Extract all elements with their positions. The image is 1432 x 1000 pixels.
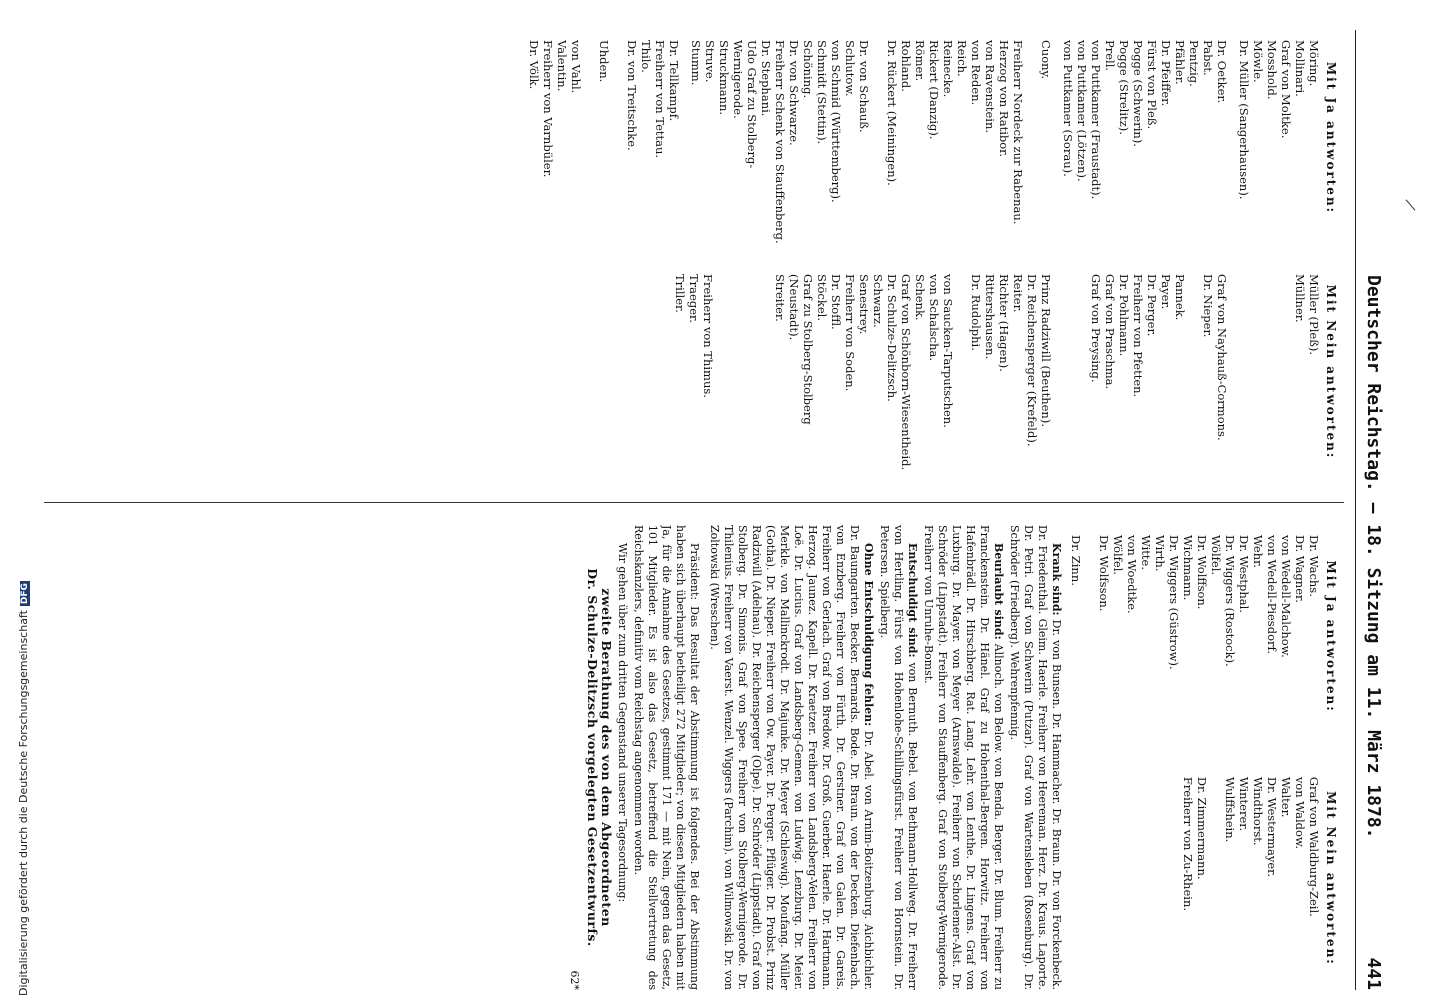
member-name xyxy=(955,274,969,480)
beurlaubt-text: Allnoch. von Below. von Benda. Berger. Dr. Blum. Freiherr zu Franckenstein. Dr. Hänel. Graf zu Hohenthal-Bergen. Horwitz. Freiherr von Hafenbrädl. Dr. Hirschberg. Rat. Lang. Lehr. von Lenthe. Dr. Lingens. Graf von Luxburg. Dr. Mayer. von Meyer (Arnswalde). Freiherr von Schorlemer-Alst. Dr. Schröder (Lippstadt). Freiherr von Stauffenberg. Graf von Stolberg-Wernigerode. Freiherr von Unruhe-Bomst. xyxy=(922,525,1005,990)
member-name: Dr. Nieper. xyxy=(1201,274,1215,338)
member-name: Reinecke. xyxy=(941,40,955,98)
member-name: Mollinari. xyxy=(1293,40,1307,97)
member-name: Dr. Wiggers (Güstrow). xyxy=(1167,535,1181,670)
member-name: von Saucken-Tarputschen. xyxy=(941,274,955,428)
member-name: Dr. Wachs. xyxy=(1307,535,1321,597)
name-list xyxy=(673,264,715,480)
footer-credit: Digitalisierung gefördert durch die Deutsche Forschungsgemeinschaft xyxy=(17,610,30,996)
member-name: Udo Graf zu Stolberg-Wernigerode. xyxy=(731,40,759,169)
member-name: Struckmann. xyxy=(717,40,731,116)
member-name: Pentzig. xyxy=(1187,40,1201,87)
name-list xyxy=(1089,264,1229,480)
right-nein-block xyxy=(1069,767,1344,990)
member-name: Dr. Westermayer. xyxy=(1265,776,1279,878)
member-name: Reich. xyxy=(955,40,969,77)
agenda-line-1: zweite Berathung des von dem Abgeordneten xyxy=(599,588,614,927)
name-list xyxy=(1069,525,1321,748)
member-name: Müller (Pleß). xyxy=(1307,274,1321,356)
member-name: Traeger. xyxy=(687,274,701,323)
ja-heading: Mit Ja antworten: xyxy=(1324,61,1338,215)
member-name: Payer. xyxy=(1159,274,1173,310)
member-name: Dr. Pohlmann. xyxy=(1117,274,1131,357)
member-name: Schmidt (Stettin). xyxy=(815,40,829,145)
page-header xyxy=(1355,30,1390,990)
member-name: Richter (Hagen). xyxy=(997,274,1011,372)
member-name: Graf von Moltke. xyxy=(1279,40,1293,139)
krank-text: Dr. von Bunsen. Dr. Hammacher. Dr. Braun. Dr. von Forckenbeck. Dr. Friedenthal. Gleim. Haerle. Freiherr von Heereman. Herz. Dr. Kraus. Laporte. Dr. Petri. Graf von Schwerin (Putzar). Graf von Wartensleben (Rosenburg). Dr. Schröder (Friedberg). Wehrenpfennig. xyxy=(1008,525,1063,990)
member-name: Pabst. xyxy=(1201,40,1215,76)
member-name: Thilo. xyxy=(639,40,653,73)
member-name: Dr. Tellkampf. xyxy=(667,40,681,122)
member-name: Herzog von Ratibor. xyxy=(997,40,1011,158)
ohne-title: Ohne Entschuldigung fehlen: xyxy=(862,543,875,727)
member-name: von Wedell-Malchow. xyxy=(1279,535,1293,658)
member-name: Pfähler. xyxy=(1173,40,1187,85)
member-name: Graf von Praschma. xyxy=(1103,274,1117,390)
name-list xyxy=(527,30,681,246)
member-name: Stöckel. xyxy=(815,274,829,321)
member-name: Freiherr von Pfetten. xyxy=(1131,274,1145,398)
entschuldigt-title: Entschuldigt sind: xyxy=(906,543,919,658)
member-name: von Puttkamer (Sorau). xyxy=(1061,40,1075,177)
member-name: Stumm. xyxy=(689,40,703,86)
member-name xyxy=(1209,777,1223,990)
entschuldigt-text: von Bernuth. Bebel. von Bethmann-Hollweg. Dr. Freiherr von Hertling. Fürst von Hohenlohe-Schillingsfürst. Freiherr von Hornstein. Dr. Petersen. Spielberg. xyxy=(878,525,919,990)
member-name xyxy=(1083,535,1097,748)
member-name: Winterer. xyxy=(1237,776,1251,832)
ja-heading: Mit Ja antworten: xyxy=(1324,560,1338,713)
member-name xyxy=(1187,274,1201,480)
folio-mark: 62* xyxy=(568,970,581,990)
member-name xyxy=(611,40,625,246)
krank-paragraph xyxy=(1007,525,1063,990)
member-name: Fürst von Pleß. xyxy=(1145,40,1159,130)
entschuldigt-paragraph xyxy=(877,525,919,990)
member-name: Schwarz. xyxy=(871,274,885,328)
left-nein-block xyxy=(527,264,1344,480)
member-name: von Reden. xyxy=(969,40,983,106)
member-name: Rohland. xyxy=(899,40,913,92)
member-name xyxy=(871,40,885,246)
name-list xyxy=(1237,30,1321,246)
member-name: von Vahl. xyxy=(569,40,583,94)
member-name: Wölfel. xyxy=(1209,535,1223,576)
beurlaubt-title: Beurlaubt sind: xyxy=(992,543,1005,640)
member-name: Dr. Stephani. xyxy=(759,40,773,117)
member-name: Dr. Wolfsson. xyxy=(1097,535,1111,612)
member-name: Streiter. xyxy=(773,274,787,322)
member-name: Dr. Perger. xyxy=(1145,274,1159,337)
agenda-line-2: Dr. Schulze-Delitzsch vorgelegten Gesetzentwurfs. xyxy=(585,568,600,947)
beurlaubt-paragraph xyxy=(921,525,1005,990)
member-name: Cuony. xyxy=(1039,40,1053,80)
member-name: Dr. Wagner. xyxy=(1293,535,1307,603)
member-name: Mosshold. xyxy=(1265,40,1279,100)
member-name: Dr. Wiggers (Rostock). xyxy=(1223,535,1237,667)
member-name: Freiherr von Zu-Rhein. xyxy=(1181,776,1195,912)
member-name: Dr. Zimmermann. xyxy=(1195,776,1209,880)
member-name: Dr. Schulze-Delitzsch. xyxy=(885,274,899,402)
digitization-footer xyxy=(8,526,30,996)
member-name: Möring. xyxy=(1307,40,1321,87)
member-name: Dr. Müller (Sangerhausen). xyxy=(1237,40,1251,200)
member-name: Schöning. xyxy=(801,40,815,99)
member-name: Schenk. xyxy=(913,274,927,321)
member-name: Valentin. xyxy=(555,40,569,92)
member-name: Dr. Zinn. xyxy=(1069,535,1083,586)
member-name: Dr. Rudolphi. xyxy=(969,274,983,351)
left-ja-block xyxy=(527,30,1344,246)
footer-text xyxy=(17,581,30,996)
member-name: von Schalscha. xyxy=(927,274,941,362)
member-name: Wichmann. xyxy=(1181,535,1195,601)
member-name: Pogge (Strelitz). xyxy=(1117,40,1131,135)
member-name: Schlutow. xyxy=(843,40,857,97)
member-name: Walter. xyxy=(1279,776,1293,818)
member-name xyxy=(1025,40,1039,246)
name-list xyxy=(1293,264,1321,480)
member-name: Prell. xyxy=(1103,40,1117,72)
member-name: Pannek. xyxy=(1173,274,1187,321)
member-name: Wirth. xyxy=(1153,535,1167,572)
page-title: Deutscher Reichstag. — 18. Sitzung am 11. März 1878. xyxy=(1363,275,1384,839)
member-name: Triller. xyxy=(673,274,687,313)
member-name: Dr. Oetker. xyxy=(1215,40,1229,104)
member-name: Graf von Waldburg-Zeil. xyxy=(1307,776,1321,917)
krank-title: Krank sind: xyxy=(1050,543,1063,616)
name-list xyxy=(1061,30,1229,246)
member-name: Dr. Völk. xyxy=(527,40,541,90)
member-name: von Wedell-Piesdorf. xyxy=(1265,535,1279,654)
member-name: von Puttkamer (Lötzen). xyxy=(1075,40,1089,182)
member-name: Freiherr Schenk von Stauffenberg. xyxy=(773,40,787,244)
member-name: Wölfel. xyxy=(1111,535,1125,576)
member-name: Freiherr von Thimus. xyxy=(701,274,715,398)
column-divider xyxy=(44,502,1344,503)
member-name: Wulffshein. xyxy=(1223,776,1237,843)
member-name: Rittershausen. xyxy=(983,274,997,360)
member-name: Dr. von Schauß. xyxy=(857,40,871,133)
member-name: Graf von Nayhauß-Cormons. xyxy=(1215,274,1229,441)
right-ja-block xyxy=(1069,525,1344,748)
member-name: Müllner. xyxy=(1293,274,1307,323)
member-name xyxy=(583,40,597,246)
ohne-text: Dr. Abel. von Arnim-Boitzenburg. Aichbichler. Dr. Baumgarten. Becker. Bernards. Bode. Dr. Braun. von der Decken. Diefenbach. von Enzberg. Freiherr von Fürth. Dr. Gerstner. Graf von Galen. Dr. Gareis. Freiherr von Gerlach. Graf von Bredow. Dr. Groß. Guerber. Haerle. Dr. Hartmann. Herzog. Jaunez. Kapell. Dr. Kraetzer. Freiherr von Landsberg-Velen. Freiherr von Loë. Dr. Lucius. Graf von Landsberg-Gemen. von Ludwig. Lenzburg. Dr. Meier. Merkle. von Mallinckrodt. Dr. Majunke. Dr. Meyer (Schleswig). Moufang. Müller (Gotha). Dr. Nieper. Freiherr von Ow. Payer. Dr. Perger. Pflüger. Dr. Probst. Prinz Radziwill (Adelnau). Dr. Reichensperger (Olpe). Dr. Schröder (Lippstadt). Graf von Stolberg. Dr. Simonis. Graf von Spee. Freiherr von Stolberg-Wernigerode. Dr. Thilenius. Freiherr von Vaerst. Wenzel. Wiggers (Parchim). von Wilmowski. Dr. von Zoltowski (Wreschen). xyxy=(708,525,875,990)
member-name: Dr. Rückert (Meiningen). xyxy=(885,40,899,186)
member-name: Graf zu Stolberg-Stolberg (Neustadt). xyxy=(787,274,815,425)
member-name: Römer. xyxy=(913,40,927,82)
name-list xyxy=(689,30,1053,246)
rotated-page xyxy=(30,30,1390,990)
member-name: Graf von Schönborn-Wiesentheid. xyxy=(899,274,913,471)
member-name: Windthorst. xyxy=(1251,776,1265,846)
member-name: Pogge (Schwerin). xyxy=(1131,40,1145,147)
member-name: Freiherr Nordeck zur Rabenau. xyxy=(1011,40,1025,225)
left-column xyxy=(44,30,1344,480)
praesident-paragraph: Präsident: Das Resultat der Abstimmung ist folgendes. Bei der Abstimmung haben sich überhaupt betheiligt 272 Mitglieder; von diesen Mitgliedern haben mit Ja, für die Annahme des Gesetzes, gestimmt 171 — mit Nein, gegen das Gesetz, 101 Mitglieder. Es ist also das Gesetz, betreffend die Stellvertretung des Reichskanzlers, definitiv vom Reichstag angenommen worden. xyxy=(632,525,701,990)
member-name: Rickert (Danzig). xyxy=(927,40,941,140)
next-item-paragraph: Wir gehen über zum dritten Gegenstand unserer Tagesordnung: xyxy=(616,543,629,903)
member-name: von Schmid (Württemberg). xyxy=(829,40,843,203)
member-name: Graf von Preysing. xyxy=(1089,274,1103,383)
member-name: Struve. xyxy=(703,40,717,83)
member-name: Dr. Stoffl. xyxy=(829,274,843,330)
member-name: Dr. Pfeiffer. xyxy=(1159,40,1173,107)
ohne-paragraph xyxy=(707,525,875,990)
member-name: Dr. Wolffson. xyxy=(1195,535,1209,610)
member-name: Dr. Westphal. xyxy=(1237,535,1251,613)
page-number: 441 xyxy=(1363,957,1384,990)
member-name: von Puttkamer (Fraustadt). xyxy=(1089,40,1103,200)
member-name: Dr. Reichensperger (Krefeld). xyxy=(1025,274,1039,447)
member-name: Wehr. xyxy=(1251,535,1265,568)
member-name: von Woedtke. xyxy=(1125,535,1139,614)
member-name: von Waldow. xyxy=(1293,776,1307,850)
member-name: Freiherr von Varnbüler. xyxy=(541,40,555,178)
member-name: Prinz Radziwill (Beuthen). xyxy=(1039,274,1053,427)
nein-heading: Mit Nein antworten: xyxy=(1324,284,1338,460)
right-column xyxy=(44,525,1344,990)
pen-mark xyxy=(1406,199,1416,210)
member-name: Dr. von Schwarze. xyxy=(787,40,801,146)
member-name: Freiherr von Tettau. xyxy=(653,40,667,159)
member-name: Möwle. xyxy=(1251,40,1265,83)
member-name: Uhden. xyxy=(597,40,611,83)
nein-heading: Mit Nein antworten: xyxy=(1324,791,1338,966)
member-name: Reiter. xyxy=(1011,274,1025,313)
name-list xyxy=(1181,767,1321,990)
member-name: von Ravenstein. xyxy=(983,40,997,134)
dfg-logo-icon: DFG xyxy=(20,583,30,605)
member-name: Witte. xyxy=(1139,535,1153,570)
member-name: Dr. von Treitschke. xyxy=(625,40,639,151)
name-list xyxy=(773,264,1053,480)
member-name: Freiherr von Soden. xyxy=(843,274,857,392)
member-name: Senestrey. xyxy=(857,274,871,335)
